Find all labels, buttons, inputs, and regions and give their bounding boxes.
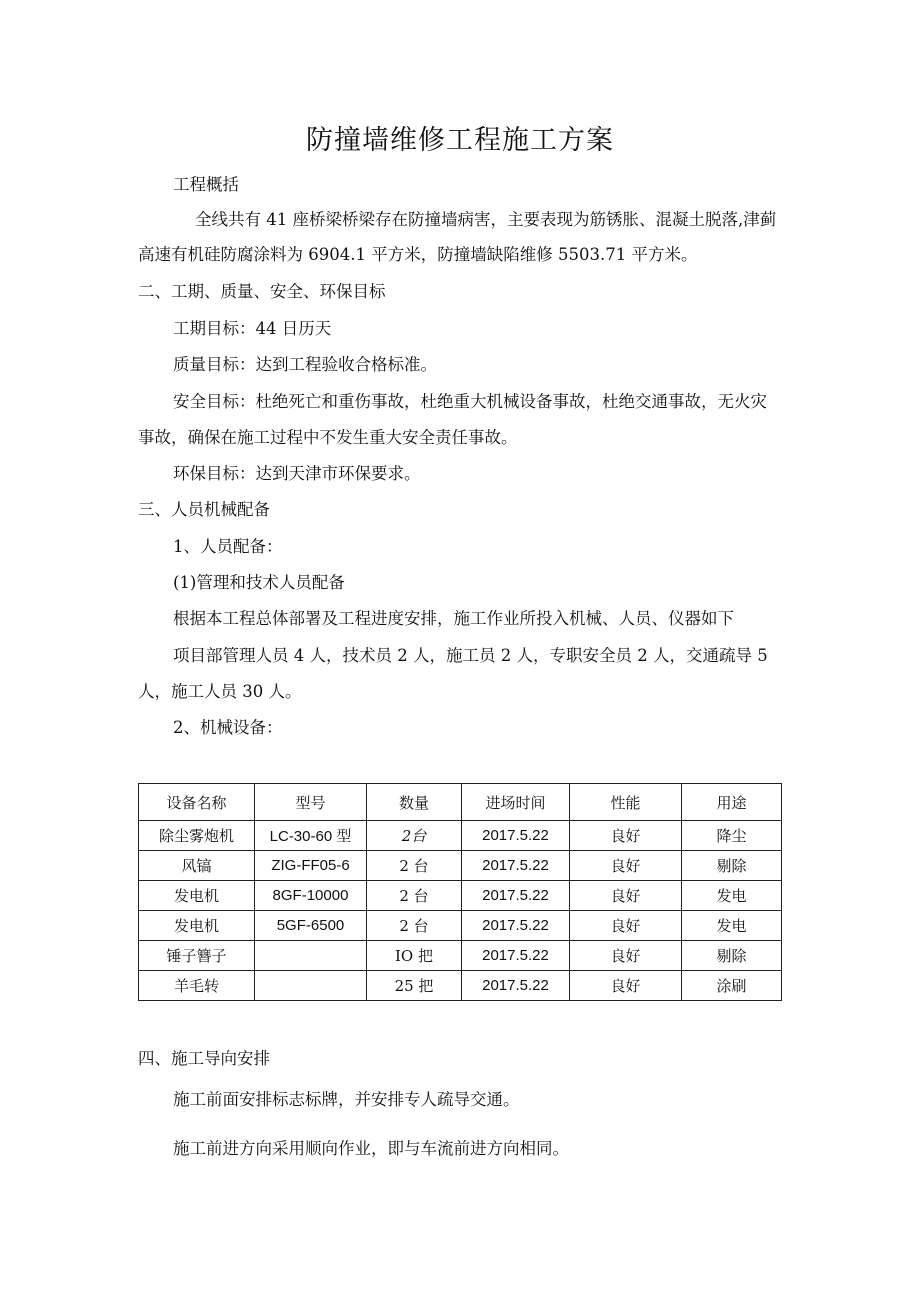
table-cell: 良好 <box>570 851 682 881</box>
table-row <box>139 941 782 971</box>
table-cell: 良好 <box>570 911 682 941</box>
table-cell: 2017.5.22 <box>462 941 570 971</box>
table-cell <box>255 941 367 971</box>
section-heading-goals: 二、工期、质量、安全、环保目标 <box>138 282 386 301</box>
table-cell: 降尘 <box>682 821 782 851</box>
table-cell: 风镐 <box>139 851 255 881</box>
subheading-personnel: 1、人员配备： <box>173 537 283 556</box>
table-cell: 发电 <box>682 911 782 941</box>
table-cell: 2017.5.22 <box>462 971 570 1001</box>
goal-safety-line2: 事故，确保在施工过程中不发生重大安全责任事故。 <box>138 428 518 447</box>
goal-schedule: 工期目标：44 日历天 <box>173 319 332 338</box>
subheading-management: (1)管理和技术人员配备 <box>173 573 345 592</box>
table-header-cell: 型号 <box>255 784 367 821</box>
table-cell: 5GF-6500 <box>255 911 367 941</box>
paragraph-staff-line2: 人，施工人员 30 人。 <box>138 682 302 701</box>
table-header-cell: 数量 <box>367 784 462 821</box>
table-cell: 2017.5.22 <box>462 911 570 941</box>
table-cell: 2017.5.22 <box>462 821 570 851</box>
paragraph-traffic-signs: 施工前面安排标志标牌，并安排专人疏导交通。 <box>173 1090 520 1109</box>
table-cell: 2台 <box>367 821 462 851</box>
table-header-row <box>139 784 782 821</box>
table-row <box>139 851 782 881</box>
table-cell: 发电机 <box>139 911 255 941</box>
paragraph-overview-line1: 全线共有 41 座桥梁桥梁存在防撞墙病害，主要表现为筋锈胀、混凝土脱落,津蓟 <box>195 210 777 229</box>
table-cell: LC-30-60 型 <box>255 821 367 851</box>
table-cell: 25 把 <box>367 971 462 1001</box>
table-cell <box>255 971 367 1001</box>
table-row <box>139 911 782 941</box>
table-cell: 锤子簪子 <box>139 941 255 971</box>
table-row <box>139 881 782 911</box>
section-heading-traffic: 四、施工导向安排 <box>138 1049 270 1068</box>
table-cell: ZIG-FF05-6 <box>255 851 367 881</box>
table-header-cell: 设备名称 <box>139 784 255 821</box>
table-row <box>139 971 782 1001</box>
subheading-equipment: 2、机械设备： <box>173 718 283 737</box>
paragraph-traffic-direction: 施工前进方向采用顺向作业，即与车流前进方向相同。 <box>173 1139 569 1158</box>
table-header-cell: 性能 <box>570 784 682 821</box>
table-cell: 良好 <box>570 821 682 851</box>
paragraph-deployment: 根据本工程总体部署及工程进度安排，施工作业所投入机械、人员、仪器如下 <box>173 609 734 628</box>
goal-quality: 质量目标：达到工程验收合格标准。 <box>173 355 437 374</box>
table-cell: 剔除 <box>682 941 782 971</box>
section-heading-overview: 工程概括 <box>173 175 239 194</box>
table-cell: 2 台 <box>367 911 462 941</box>
goal-safety-line1: 安全目标：杜绝死亡和重伤事故，杜绝重大机械设备事故，杜绝交通事故，无火灾 <box>173 392 767 411</box>
table-cell: 良好 <box>570 971 682 1001</box>
table-cell: 发电机 <box>139 881 255 911</box>
equipment-table <box>138 783 782 1001</box>
table-cell: 2 台 <box>367 851 462 881</box>
table-cell: 2 台 <box>367 881 462 911</box>
table-row <box>139 821 782 851</box>
paragraph-overview-line2: 高速有机硅防腐涂料为 6904.1 平方米，防撞墙缺陷维修 5503.71 平方米。 <box>138 245 698 264</box>
table-cell: 良好 <box>570 881 682 911</box>
table-cell: 2017.5.22 <box>462 881 570 911</box>
table-header-cell: 用途 <box>682 784 782 821</box>
paragraph-staff-line1: 项目部管理人员 4 人，技术员 2 人，施工员 2 人，专职安全员 2 人，交通疏导 5 <box>173 646 768 665</box>
section-heading-staffing: 三、人员机械配备 <box>138 500 270 519</box>
table-cell: 发电 <box>682 881 782 911</box>
table-cell: 除尘雾炮机 <box>139 821 255 851</box>
table-cell: 涂刷 <box>682 971 782 1001</box>
goal-environment: 环保目标：达到天津市环保要求。 <box>173 464 421 483</box>
table-cell: 羊毛转 <box>139 971 255 1001</box>
table-cell: IO 把 <box>367 941 462 971</box>
table-cell: 2017.5.22 <box>462 851 570 881</box>
table-cell: 良好 <box>570 941 682 971</box>
table-cell: 剔除 <box>682 851 782 881</box>
document-title: 防撞墙维修工程施工方案 <box>306 125 614 156</box>
table-cell: 8GF-10000 <box>255 881 367 911</box>
table-header-cell: 进场时间 <box>462 784 570 821</box>
